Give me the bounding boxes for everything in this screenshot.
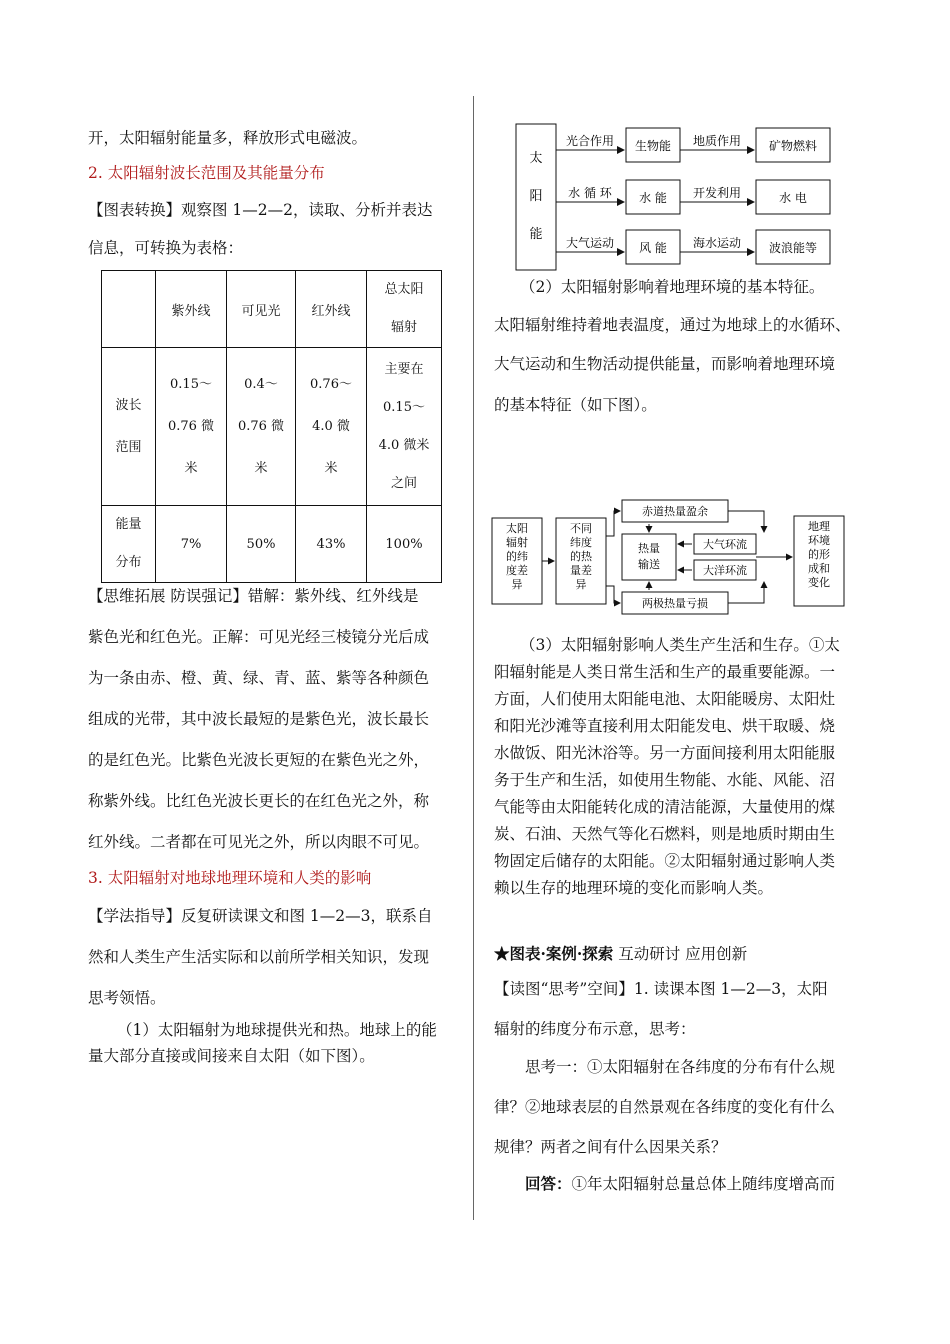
p3-line: （3）太阳辐射影响人类生产生活和生存。①太 [520, 636, 840, 654]
think-line: 紫色光和红色光。正解：可见光经三棱镜分光后成 [88, 628, 430, 646]
table-cell: 主要在 0.15～ 4.0 微米 之间 [367, 348, 442, 506]
heat-transfer-label: 输送 [638, 558, 660, 571]
flow-box-label: 矿物燃料 [768, 139, 818, 153]
atmosphere-circulation-label: 大气环流 [703, 538, 747, 551]
chart-convert-line2: 信息，可转换为表格： [88, 239, 244, 257]
table-cell: 0.4～ 0.76 微 米 [227, 348, 296, 506]
answer-line: 回答：①年太阳辐射总量总体上随纬度增高而 [525, 1174, 836, 1193]
flow-arrow-label: 海水运动 [692, 236, 742, 250]
think1-line: 律？②地球表层的自然景观在各纬度的变化有什么 [494, 1098, 836, 1116]
table-header-row [102, 271, 442, 348]
table-row-label: 波长 范围 [102, 348, 156, 506]
p3-line: 务于生产和生活，如使用生物能、水能、风能、沼 [494, 771, 836, 789]
p3-line: 方面，人们使用太阳能电池、太阳能暖房、太阳灶 [494, 690, 836, 708]
think1-line: 规律？两者之间有什么因果关系？ [494, 1138, 727, 1156]
p3-line: 和阳光沙滩等直接利用太阳能发电、烘干取暖、烧 [494, 717, 836, 735]
think-line: 【思维拓展 防误强记】错解：紫外线、红外线是 [88, 587, 419, 605]
column-divider [473, 96, 474, 1220]
p2-line: 太阳辐射维持着地表温度，通过为地球上的水循环、 [494, 316, 851, 334]
geo-environment-text: 地理环境的形成和变化 [808, 520, 830, 589]
flow-arrow-label: 地质作用 [692, 134, 742, 148]
think-line: 组成的光带，其中波长最短的是紫色光，波长最长 [88, 710, 430, 728]
think1-line: 思考一：①太阳辐射在各纬度的分布有什么规 [525, 1058, 836, 1076]
think-line: 称紫外线。比红色光波长更长的在红色光之外，称 [88, 792, 430, 810]
flow-box-label: 风 能 [639, 241, 667, 255]
table-header-cell: 紫外线 [156, 271, 227, 348]
latitude-difference-text: 太阳辐射的纬度差异 [506, 522, 528, 591]
heat-transfer-label: 热量 [638, 542, 660, 555]
geo-environment-diagram [488, 496, 848, 620]
p3-line: 阳辐射能是人类日常生活和生产的最重要能源。一 [494, 663, 836, 681]
ocean-circulation-label: 大洋环流 [703, 564, 747, 577]
table-row [102, 348, 442, 506]
section-heading-3: 3. 太阳辐射对地球地理环境和人类的影响 [88, 869, 372, 887]
think-line: 红外线。二者都在可见光之外，所以肉眼不可见。 [88, 833, 430, 851]
p2-line: （2）太阳辐射影响着地理环境的基本特征。 [520, 278, 825, 296]
p3-line: 水做饭、阳光沐浴等。另一方面间接利用太阳能服 [494, 744, 836, 762]
table-row-label: 能量 分布 [102, 506, 156, 583]
table-row [102, 506, 442, 583]
flow-box-label: 波浪能等 [768, 241, 818, 255]
chart-convert-line1: 【图表转换】观察图 1—2—2，读取、分析并表达 [88, 201, 433, 219]
sun-char: 阳 [529, 189, 543, 204]
flow-box-label: 水 能 [639, 191, 667, 205]
table-cell: 7% [156, 506, 227, 583]
wavelength-table [101, 270, 442, 583]
p3-line: 物固定后储存的太阳能。②太阳辐射通过影响人类 [494, 852, 836, 870]
flow-box-label: 水 电 [779, 191, 807, 205]
p1-line: （1）太阳辐射为地球提供光和热。地球上的能 [117, 1021, 437, 1039]
table-header-cell: 红外线 [296, 271, 367, 348]
left-line1: 开，太阳辐射能量多，释放形式电磁波。 [88, 129, 368, 147]
p3-line: 气能等由太阳能转化成的清洁能源，大量使用的煤 [494, 798, 836, 816]
sun-char: 能 [529, 227, 543, 242]
section-heading-2: 2. 太阳辐射波长范围及其能量分布 [88, 164, 325, 182]
p2-line: 大气运动和生物活动提供能量，而影响着地理环境 [494, 355, 836, 373]
think-line: 为一条由赤、橙、黄、绿、青、蓝、紫等各种颜色 [88, 669, 430, 687]
guide-line: 思考领悟。 [88, 989, 166, 1007]
think-line: 的是红色光。比紫色光波长更短的在紫色光之外， [88, 751, 430, 769]
read-line: 【读图“思考”空间】1. 读课本图 1—2—3，太阳 [494, 980, 828, 998]
flow-arrow-label: 大气运动 [565, 236, 615, 250]
flow-arrow-label: 水 循 环 [568, 186, 612, 200]
table-cell: 43% [296, 506, 367, 583]
table-header-cell: 总太阳 辐射 [367, 271, 442, 348]
p1-line: 量大部分直接或间接来自太阳（如下图）。 [88, 1047, 375, 1065]
p3-line: 赖以生存的地理环境的变化而影响人类。 [494, 879, 774, 897]
table-cell: 50% [227, 506, 296, 583]
equator-surplus-label: 赤道热量盈余 [642, 505, 708, 518]
table-corner-cell [102, 271, 156, 348]
flow-arrow-label: 光合作用 [565, 134, 615, 148]
table-cell: 0.76～ 4.0 微 米 [296, 348, 367, 506]
flow-arrow-label: 开发利用 [692, 186, 742, 200]
flow-box-label: 生物能 [634, 139, 672, 153]
heat-difference-text: 不同纬度的热量差异 [570, 522, 592, 591]
sun-char: 太 [529, 151, 543, 166]
table-cell: 100% [367, 506, 442, 583]
heat-transfer-box [622, 534, 676, 580]
p2-line: 的基本特征（如下图）。 [494, 396, 657, 414]
table-cell: 0.15～ 0.76 微 米 [156, 348, 227, 506]
table-header-cell: 可见光 [227, 271, 296, 348]
solar-energy-flow-diagram [510, 118, 840, 274]
guide-line: 然和人类生产生活实际和以前所学相关知识，发现 [88, 948, 430, 966]
read-line: 辐射的纬度分布示意，思考： [494, 1020, 696, 1038]
pole-deficit-label: 两极热量亏损 [642, 597, 708, 610]
p3-line: 炭、石油、天然气等化石燃料，则是地质时期由生 [494, 825, 836, 843]
section-heading-explore: ★图表·案例·探索 互动研讨 应用创新 [494, 944, 748, 963]
guide-line: 【学法指导】反复研读课文和图 1—2—3，联系自 [88, 907, 433, 925]
